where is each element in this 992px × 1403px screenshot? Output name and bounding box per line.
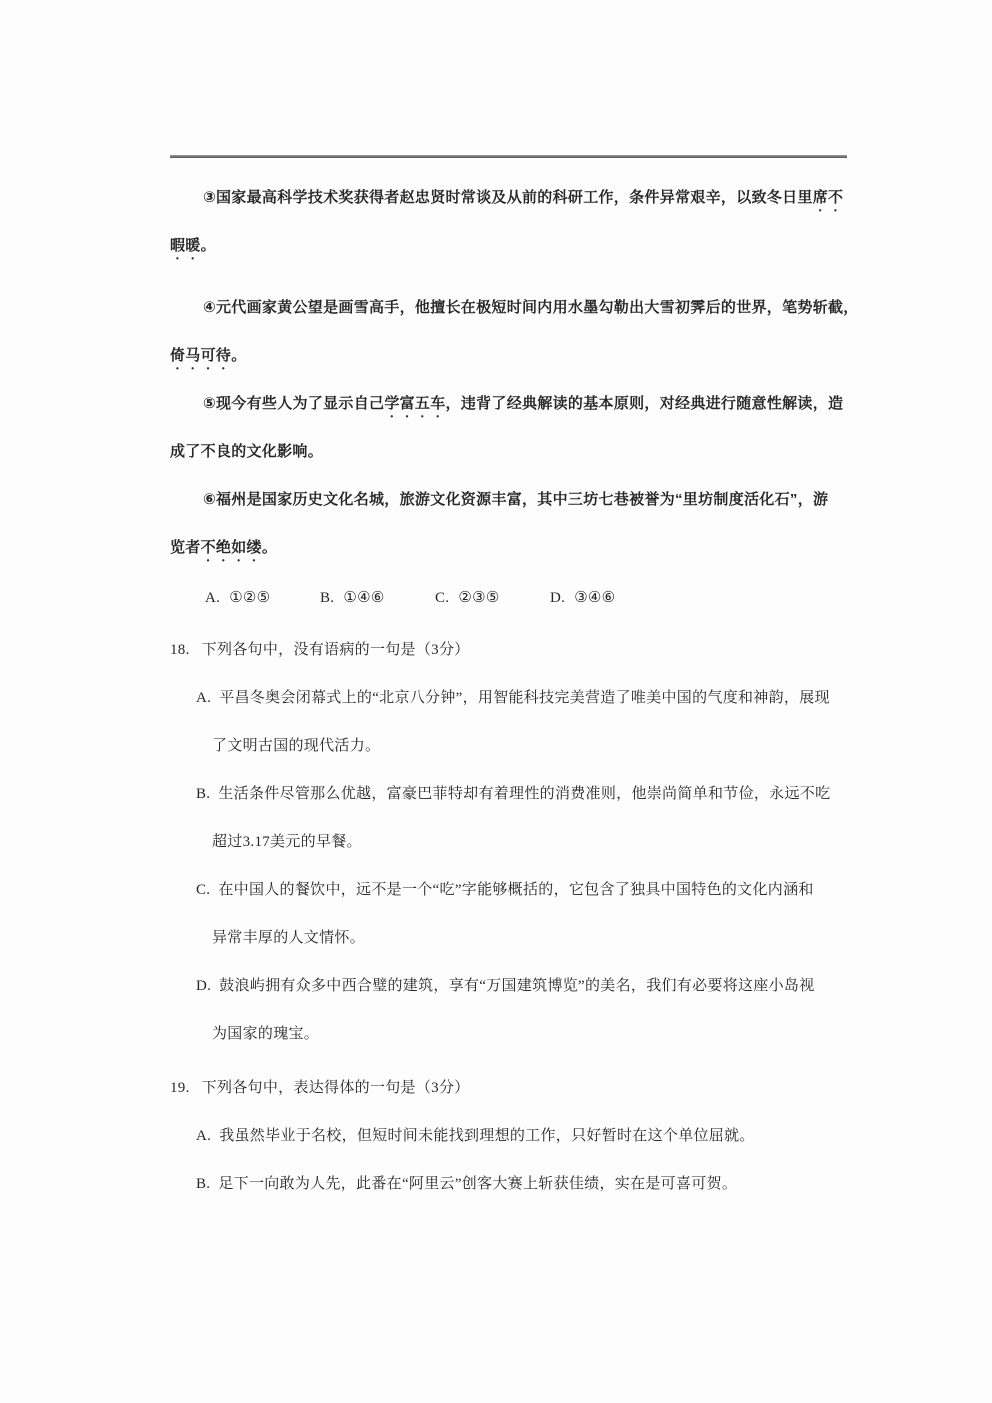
text-line (170, 770, 870, 818)
option-18-d (170, 962, 870, 1058)
page-divider-rule (170, 155, 847, 158)
text-run: 下列各句中，表达得体的一句是（3分） (201, 1080, 470, 1096)
text-run: ，违背了经典解读的基本原则，对经典进行随意性解读，造 (445, 395, 844, 412)
text-line (170, 818, 870, 866)
text-line (170, 284, 870, 332)
text-line (170, 332, 870, 380)
paragraph-3 (170, 174, 870, 270)
text-run: ③国家最高科学技术奖获得者赵忠贤时常谈及从前的科研工作，条件异常艰辛，以致冬日里 (203, 189, 813, 206)
option-letter: A. (196, 1128, 212, 1144)
answer-choices-line (170, 574, 870, 622)
option-letter: B. (320, 590, 335, 606)
text-run: 异常丰厚的人文情怀。 (212, 930, 366, 946)
option-letter: A. (205, 590, 221, 606)
emphasized-idiom: 学富五车 (384, 395, 446, 412)
text-line (170, 866, 870, 914)
option-letter: D. (196, 978, 212, 994)
text-line (170, 674, 870, 722)
text-run: ⑤现今有些人为了显示自己 (203, 395, 385, 412)
option-letter: C. (196, 882, 211, 898)
text-run: ③④⑥ (574, 590, 616, 606)
answer-choice (435, 574, 550, 622)
emphasized-idiom: 不绝如缕 (200, 539, 262, 556)
text-line (170, 914, 870, 962)
text-run: 成了不良的文化影响。 (170, 443, 324, 460)
text-run: 平昌冬奥会闭幕式上的“北京八分钟”，用智能科技完美营造了唯美中国的气度和神韵，展现 (219, 690, 830, 706)
text-run: 超过3.17美元的早餐。 (212, 834, 362, 850)
text-run: 。 (261, 539, 278, 556)
emphasized-idiom: 倚马可待 (170, 347, 232, 364)
option-letter: C. (435, 590, 450, 606)
answer-choice (205, 574, 320, 622)
document-content (170, 174, 870, 1208)
text-run: 览者 (170, 539, 201, 556)
option-18-b (170, 770, 870, 866)
text-line (170, 380, 870, 428)
option-19-a (170, 1112, 870, 1160)
text-run: 在中国人的餐饮中，远不是一个“吃”字能够概括的，它包含了独具中国特色的文化内涵和 (218, 882, 814, 898)
paragraph-4 (170, 284, 870, 380)
paragraph-5 (170, 380, 870, 476)
text-line (170, 1064, 870, 1112)
text-line (170, 626, 870, 674)
emphasized-idiom: 席不 (812, 189, 844, 206)
choices-row (170, 574, 870, 622)
text-line (170, 222, 870, 270)
question-18 (170, 626, 870, 674)
text-line (170, 524, 870, 572)
text-line (170, 476, 870, 524)
question-number: 19. (170, 1080, 190, 1096)
emphasized-idiom: 暇暖 (170, 237, 201, 254)
question-number: 18. (170, 642, 190, 658)
option-18-c (170, 866, 870, 962)
option-19-b (170, 1160, 870, 1208)
question-19 (170, 1064, 870, 1112)
text-run: ①②⑤ (229, 590, 271, 606)
text-run: 了文明古国的现代活力。 (212, 738, 381, 754)
text-run: 下列各句中，没有语病的一句是（3分） (201, 642, 470, 658)
text-run: 我虽然毕业于名校，但短时间未能找到理想的工作，只好暂时在这个单位屈就。 (219, 1128, 755, 1144)
text-run: 生活条件尽管那么优越，富豪巴菲特却有着理性的消费准则，他崇尚简单和节俭，永远不吃 (218, 786, 831, 802)
text-line (170, 722, 870, 770)
option-letter: B. (196, 1176, 211, 1192)
answer-choice (320, 574, 435, 622)
text-line (170, 1112, 870, 1160)
text-line (170, 962, 870, 1010)
text-line (170, 1160, 870, 1208)
text-line (170, 174, 870, 222)
text-run: 为国家的瑰宝。 (212, 1026, 320, 1042)
option-letter: B. (196, 786, 211, 802)
text-run: 。 (231, 347, 247, 364)
paragraph-6 (170, 476, 870, 572)
text-run: ④元代画家黄公望是画雪高手，他擅长在极短时间内用水墨勾勒出大雪初霁后的世界，笔势斩截， (203, 299, 859, 316)
text-line (170, 1010, 870, 1058)
option-letter: A. (196, 690, 212, 706)
text-run: ①④⑥ (343, 590, 385, 606)
option-letter: D. (550, 590, 566, 606)
text-line (170, 428, 870, 476)
option-18-a (170, 674, 870, 770)
text-run: 鼓浪屿拥有众多中西合璧的建筑，享有“万国建筑博览”的美名，我们有必要将这座小岛视 (219, 978, 815, 994)
text-run: 。 (200, 237, 216, 254)
text-run: ⑥福州是国家历史文化名城，旅游文化资源丰富，其中三坊七巷被誉为“里坊制度活化石”，游 (203, 491, 829, 508)
text-run: 足下一向敢为人先，此番在“阿里云”创客大赛上斩获佳绩，实在是可喜可贺。 (218, 1176, 738, 1192)
answer-choice (550, 574, 615, 622)
text-run: ②③⑤ (458, 590, 500, 606)
